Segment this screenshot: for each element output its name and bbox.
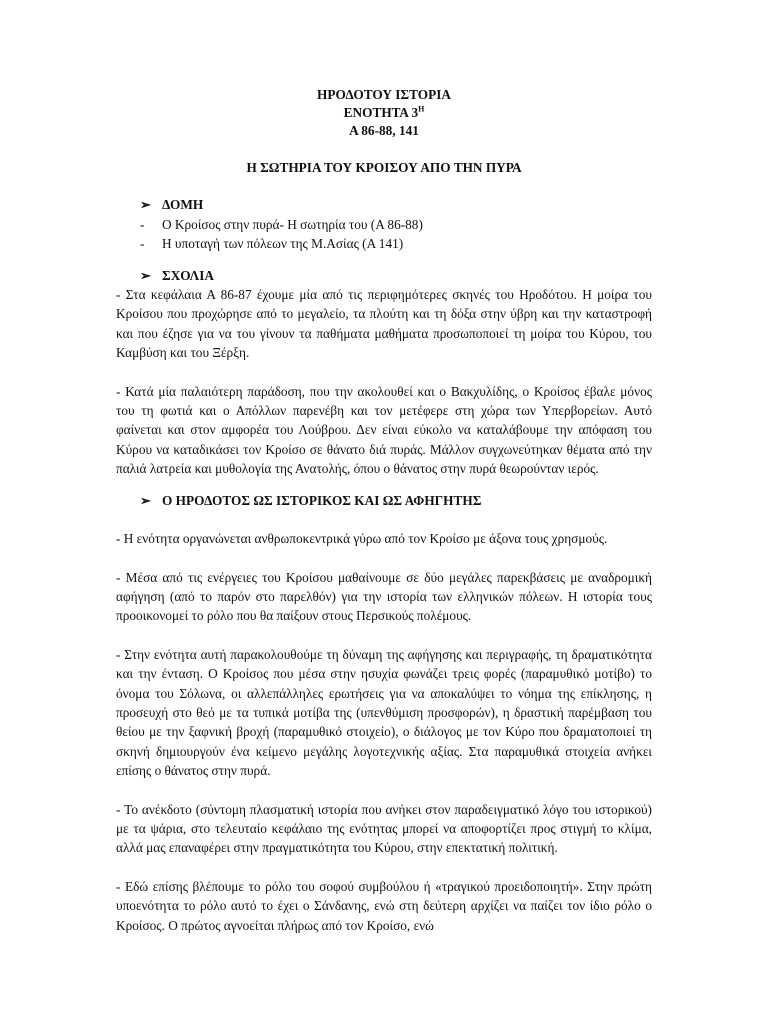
dash-bullet: - xyxy=(140,216,145,232)
paragraph: - Στην ενότητα αυτή παρακολουθούμε τη δύναμη της αφήγησης και περιγραφής, τη δραματικότητα και την ένταση. Ο Κροίσος που μέσα στην ησυχία φωνάζει τρεις φορές (παραμυθικό μοτίβο) το όνομα του Σόλωνα, οι αλλεπάλληλες ερωτήσεις για να αποκαλύψει το νόημα της επίκλησης, η προσευχή στο θεό με τα τυπικά μοτίβα της (υπενθύμιση προσφορών), η δραστική παρέμβαση του θείου με την ξαφνική βροχή (παραμυθικό στοιχείο), ο διάλογος με τον Κύρο που δραματοποιεί τη σκηνή δημιουργούν ένα κείμενο μεγάλης λογοτεχνικής αξίας. Στα παραμυθικά στοιχεία ανήκει επίσης ο θάνατος στην πυρά. xyxy=(116,646,652,779)
header-unit-text: ΕΝΟΤΗΤΑ 3 xyxy=(343,105,419,120)
header-title: ΗΡΟΔΟΤΟΥ ΙΣΤΟΡΙΑ xyxy=(316,87,451,102)
list-item xyxy=(116,215,652,234)
section-heading-text: Ο ΗΡΟΔΟΤΟΣ ΩΣ ΙΣΤΟΡΙΚΟΣ ΚΑΙ ΩΣ ΑΦΗΓΗΤΗΣ xyxy=(162,492,482,508)
document-header xyxy=(116,86,652,140)
header-unit-superscript: Η xyxy=(418,104,425,114)
paragraph: - Η ενότητα οργανώνεται ανθρωποκεντρικά γύρω από τον Κροίσο με άξονα τους χρησμούς. xyxy=(116,531,608,547)
section-heading-text: ΔΟΜΗ xyxy=(162,197,204,213)
arrow-bullet-icon: ➢ xyxy=(140,267,151,283)
document-page xyxy=(116,86,652,935)
list-item-text: Ο Κροίσος στην πυρά- Η σωτηρία του (Α 86-88) xyxy=(162,216,423,232)
list-item-text: Η υποταγή των πόλεων της Μ.Ασίας (Α 141) xyxy=(162,236,404,252)
paragraph: - Εδώ επίσης βλέπουμε το ρόλο του σοφού συμβούλου ή «τραγικού προειδοποιητή». Στην πρώτη υποενότητα το ρόλο αυτό το έχει ο Σάνδανης, ενώ στη δεύτερη αρχίζει να παίζει τον ίδιο ρόλο ο Κροίσος. Ο πρώτος αγνοείται πλήρως από τον Κροίσο, ενώ xyxy=(116,878,652,933)
structure-list xyxy=(116,215,652,254)
paragraph: - Το ανέκδοτο (σύντομη πλασματική ιστορία που ανήκει στον παραδειγματικό λόγο του ιστορικού) με τα ψάρια, στο τελευταίο κεφάλαιο της ενότητας μπορεί να αποφορτίζει προς στιγμή το κλίμα, αλλά μας επαναφέρει στην πραγματικότητα του Κύρου, στην επεκτατική πολιτική. xyxy=(116,801,652,856)
page-title: Η ΣΩΤΗΡΙΑ ΤΟΥ ΚΡΟΙΣΟΥ ΑΠΟ ΤΗΝ ΠΥΡΑ xyxy=(246,160,522,175)
paragraph: - Κατά μία παλαιότερη παράδοση, που την ακολουθεί και ο Βακχυλίδης, ο Κροίσος έβαλε μόνος του τη φωτιά και ο Απόλλων παρενέβη και τον μετέφερε στη χώρα των Υπερβορείων. Αυτό φαίνεται και στον αμφορέα του Λούβρου. Δεν είναι εύκολο να καταλάβουμε την απόφαση του Κύρου να καταδικάσει τον Κροίσο σε θάνατο διά πυράς. Μάλλον συγχωνεύτηκαν θέματα από την παλιά λατρεία και μυθολογία της Ανατολής, όπου ο θάνατος στην πυρά θεωρούνταν ιερός. xyxy=(116,383,652,477)
arrow-bullet-icon: ➢ xyxy=(140,197,151,213)
header-unit xyxy=(116,104,652,122)
arrow-bullet-icon: ➢ xyxy=(140,492,151,508)
section-heading-domi xyxy=(116,195,652,214)
section-heading-text: ΣΧΟΛΙΑ xyxy=(162,267,214,283)
section-heading-herodotus xyxy=(116,491,652,510)
section-heading-scholia xyxy=(116,266,652,285)
dash-bullet: - xyxy=(140,236,145,252)
header-chapters: Α 86-88, 141 xyxy=(349,123,419,138)
paragraph: - Στα κεφάλαια Α 86-87 έχουμε μία από τις περιφημότερες σκηνές του Ηροδότου. Η μοίρα του Κροίσου που προχώρησε από το μεγαλείο, τα πλούτη και τη δόξα στην ύβρη και την καταστροφή και που έζησε για να του γίνουν τα παθήματα μαθήματα προσωποποιεί τη μοίρα του Κύρου, του Καμβύση και του Ξέρξη. xyxy=(116,287,652,361)
paragraph: - Μέσα από τις ενέργειες του Κροίσου μαθαίνουμε σε δύο μεγάλες παρεκβάσεις με αναδρομική αφήγηση (από το παρόν στο παρελθόν) για την ιστορία των ελληνικών πόλεων. Η ιστορία τους προοικονομεί το ρόλο που θα παίξουν στους Περσικούς πολέμους. xyxy=(116,569,652,624)
list-item xyxy=(116,234,652,253)
